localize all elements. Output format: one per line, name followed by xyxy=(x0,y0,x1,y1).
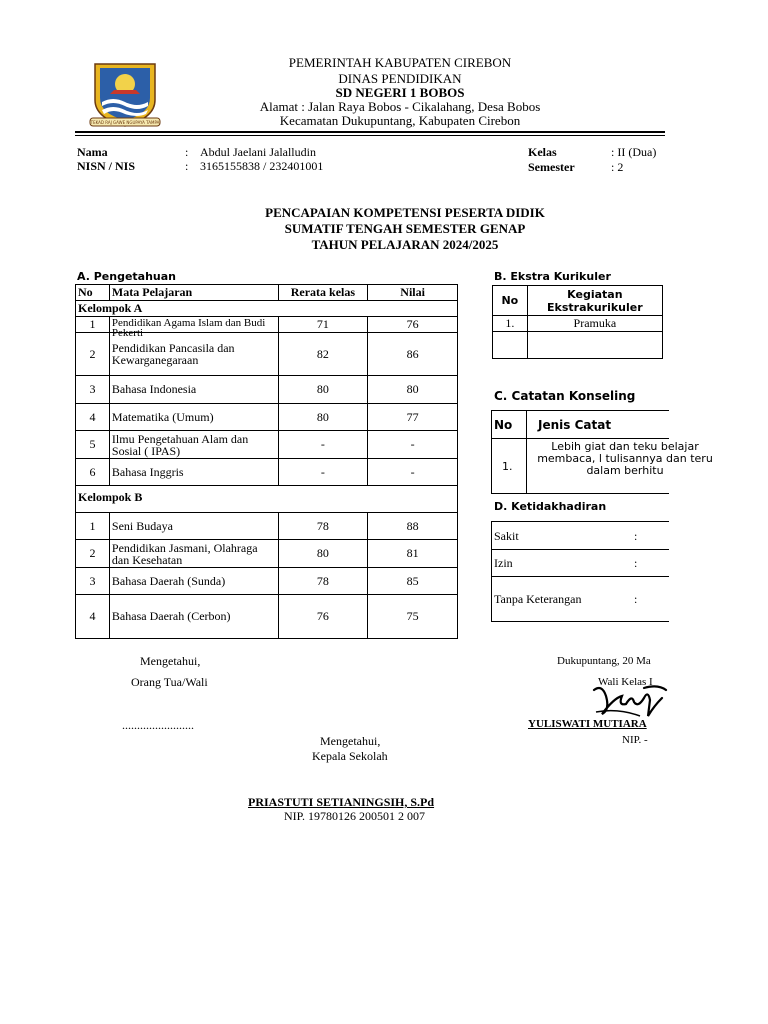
row-divider xyxy=(492,549,669,550)
report-title-1: PENCAPAIAN KOMPETENSI PESERTA DIDIK xyxy=(265,205,545,220)
parent-signature-line: ........................ xyxy=(122,718,194,732)
row-subject: Matematika (Umum) xyxy=(109,404,278,431)
teacher-name: YULISWATI MUTIARA xyxy=(528,718,647,730)
row-avg: 80 xyxy=(278,404,368,431)
class-value: : II (Dua) xyxy=(611,145,657,159)
row-subject: Pendidikan Agama Islam dan Budi Pekerti xyxy=(109,317,278,333)
table-row xyxy=(493,332,663,359)
row-score: 85 xyxy=(368,568,458,595)
col-score: Nilai xyxy=(368,285,458,301)
row-score: 88 xyxy=(368,513,458,540)
counseling-table xyxy=(491,410,713,494)
table-row xyxy=(76,376,458,404)
name-label: Nama xyxy=(77,145,108,159)
row-subject: Bahasa Daerah (Sunda) xyxy=(109,568,278,595)
table-header-row xyxy=(493,286,663,316)
col-no: No xyxy=(76,285,110,301)
extracurricular-table xyxy=(492,285,663,359)
nisn-value: 3165155838 / 232401001 xyxy=(200,159,324,173)
knowledge-table xyxy=(75,284,458,639)
row-score: 86 xyxy=(368,333,458,376)
row-avg: - xyxy=(278,459,368,486)
col-activity: Kegiatan Ekstrakurikuler xyxy=(527,286,662,316)
row-activity: Pramuka xyxy=(527,316,662,332)
row-no: 2 xyxy=(76,333,110,376)
table-row xyxy=(76,404,458,431)
group-a-label: Kelompok A xyxy=(76,301,458,317)
name-value: Abdul Jaelani Jalalludin xyxy=(200,145,316,159)
name-sep: : xyxy=(185,145,189,159)
absence-table xyxy=(491,521,669,622)
row-no: 1. xyxy=(502,460,513,473)
header-line-2: DINAS PENDIDIKAN xyxy=(338,71,462,86)
section-c-heading: C. Catatan Konseling xyxy=(494,389,636,403)
row-activity-empty xyxy=(527,332,662,359)
table-row xyxy=(76,431,458,459)
row-avg: 78 xyxy=(278,568,368,595)
head-ack: Mengetahui, xyxy=(320,734,381,748)
row-score: 76 xyxy=(368,317,458,333)
row-score: 75 xyxy=(368,595,458,639)
report-title-2: SUMATIF TENGAH SEMESTER GENAP xyxy=(284,221,526,236)
row-avg: 80 xyxy=(278,376,368,404)
teacher-nip: NIP. - xyxy=(622,734,648,746)
absence-noreason-label: Tanpa Keterangan xyxy=(494,592,582,606)
semester-label: Semester xyxy=(528,160,575,174)
col-no: No xyxy=(494,418,513,432)
logo-motto: TEKAD RAJ GAWE NGUPAYA TAMPA xyxy=(90,120,160,125)
absence-permit-label: Izin xyxy=(494,556,513,570)
nisn-label: NISN / NIS xyxy=(77,159,136,173)
col-type: Jenis Catat xyxy=(538,418,612,432)
row-no: 5 xyxy=(76,431,110,459)
row-subject: Bahasa Indonesia xyxy=(109,376,278,404)
col-no: No xyxy=(493,286,528,316)
row-no: 4 xyxy=(76,595,110,639)
header-line-4: Alamat : Jalan Raya Bobos - Cikalahang, Desa Bobos xyxy=(259,99,541,114)
column-divider xyxy=(526,411,527,493)
table-row xyxy=(76,459,458,486)
row-subject: Pendidikan Jasmani, Olahraga dan Kesehatan xyxy=(109,540,278,568)
row-no-empty xyxy=(493,332,528,359)
row-avg: 71 xyxy=(278,317,368,333)
absence-sick-label: Sakit xyxy=(494,529,519,543)
row-no: 1 xyxy=(76,317,110,333)
header-rule-thin xyxy=(75,135,665,136)
section-a-heading: A. Pengetahuan xyxy=(77,270,177,283)
table-row xyxy=(76,513,458,540)
row-subject: Ilmu Pengetahuan Alam dan Sosial ( IPAS) xyxy=(109,431,278,459)
teacher-role: Wali Kelas I xyxy=(598,676,653,688)
row-subject: Seni Budaya xyxy=(109,513,278,540)
section-d-heading: D. Ketidakhadiran xyxy=(494,500,607,513)
header-line-3: SD NEGERI 1 BOBOS xyxy=(335,85,465,100)
header-divider xyxy=(492,438,669,439)
row-subject: Pendidikan Pancasila dan Kewarganegaraan xyxy=(109,333,278,376)
row-no: 4 xyxy=(76,404,110,431)
row-score: 80 xyxy=(368,376,458,404)
row-divider xyxy=(492,576,669,577)
group-b-label: Kelompok B xyxy=(76,486,458,513)
absence-sick-sep: : xyxy=(634,529,638,543)
row-subject: Bahasa Inggris xyxy=(109,459,278,486)
table-row xyxy=(76,540,458,568)
row-no: 2 xyxy=(76,540,110,568)
place-date: Dukupuntang, 20 Ma xyxy=(557,655,651,667)
class-label: Kelas xyxy=(528,145,557,159)
section-b-heading: B. Ekstra Kurikuler xyxy=(494,270,611,283)
row-no: 6 xyxy=(76,459,110,486)
row-avg: 82 xyxy=(278,333,368,376)
row-no: 1 xyxy=(76,513,110,540)
head-nip: NIP. 19780126 200501 2 007 xyxy=(284,809,426,823)
parent-role: Orang Tua/Wali xyxy=(131,675,208,689)
row-no: 1. xyxy=(493,316,528,332)
group-row xyxy=(76,486,458,513)
header-line-5: Kecamatan Dukupuntang, Kabupaten Cirebon xyxy=(279,113,521,128)
school-logo xyxy=(80,60,170,132)
table-row xyxy=(76,595,458,639)
row-score: 77 xyxy=(368,404,458,431)
header-line-1: PEMERINTAH KABUPATEN CIREBON xyxy=(288,55,512,70)
head-name: PRIASTUTI SETIANINGSIH, S.Pd xyxy=(248,795,435,809)
header-rule-thick xyxy=(75,131,665,133)
row-subject: Bahasa Daerah (Cerbon) xyxy=(109,595,278,639)
report-title-3: TAHUN PELAJARAN 2024/2025 xyxy=(311,237,499,252)
row-avg: 76 xyxy=(278,595,368,639)
row-no: 3 xyxy=(76,376,110,404)
absence-noreason-sep: : xyxy=(634,592,638,606)
row-note: Lebih giat dan teku belajar membaca, l tulisannya dan teru dalam berhitu xyxy=(537,440,713,477)
row-avg: 78 xyxy=(278,513,368,540)
table-row xyxy=(76,568,458,595)
table-header-row xyxy=(76,285,458,301)
semester-value: : 2 xyxy=(611,160,624,174)
group-row xyxy=(76,301,458,317)
absence-permit-sep: : xyxy=(634,556,638,570)
col-avg: Rerata kelas xyxy=(278,285,368,301)
nisn-sep: : xyxy=(185,159,189,173)
row-score: - xyxy=(368,431,458,459)
col-subject: Mata Pelajaran xyxy=(109,285,278,301)
parent-ack: Mengetahui, xyxy=(140,654,201,668)
row-avg: 80 xyxy=(278,540,368,568)
table-row xyxy=(493,316,663,332)
row-avg: - xyxy=(278,431,368,459)
row-score: - xyxy=(368,459,458,486)
row-score: 81 xyxy=(368,540,458,568)
table-row xyxy=(76,317,458,333)
head-role: Kepala Sekolah xyxy=(312,749,388,763)
row-no: 3 xyxy=(76,568,110,595)
